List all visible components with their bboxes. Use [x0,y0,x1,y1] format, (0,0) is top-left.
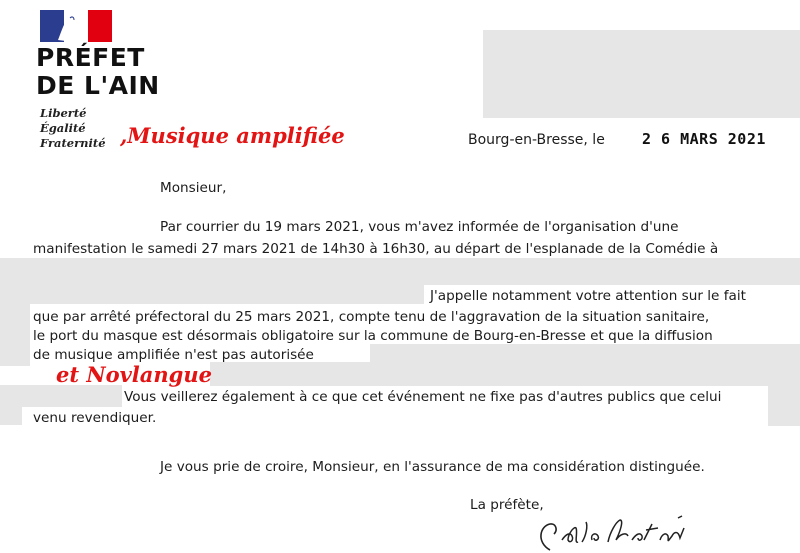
prefecture-title-line2: DE L'AIN [36,71,160,100]
redaction-margin-left-2 [0,405,22,425]
closing-formula: Je vous prie de croire, Monsieur, en l'assurance de ma considération distinguée. [160,459,705,475]
redaction-line-b [0,282,424,304]
body-line-1: Par courrier du 19 mars 2021, vous m'avez informée de l'organisation d'une [160,219,679,235]
body-line-7: Vous veillerez également à ce que cet événement ne fixe pas d'autres publics que celui [124,389,722,405]
body-line-2: manifestation le samedi 27 mars 2021 de 14h30 à 16h30, au départ de l'esplanade de la Comédie à [33,241,719,257]
annotation-novlangue: et Novlangue [56,362,212,387]
redaction-margin-right [768,386,800,426]
body-line-8: venu revendiquer. [33,410,157,426]
body-line-5: le port du masque est désormais obligatoire sur la commune de Bourg-en-Bresse et que la diffusion [33,328,713,344]
redaction-line-a [0,258,800,285]
redaction-recipient [483,30,800,118]
redaction-line-d [210,362,800,386]
annotation-musique-amplifiee: ,Musique amplifiée [120,123,345,148]
prefecture-title-line1: PRÉFET [36,43,145,72]
letter-place: Bourg-en-Bresse, le [468,132,605,148]
body-line-4: que par arrêté préfectoral du 25 mars 2021, compte tenu de l'aggravation de la situation sanitaire, [33,309,710,325]
motto-liberte: Liberté [40,106,87,120]
motto-egalite: Égalité [40,121,86,135]
signatory-label: La préfète, [470,497,544,513]
salutation: Monsieur, [160,180,227,196]
letter-date: 2 6 MARS 2021 [642,130,766,148]
redaction-margin-left [0,304,30,366]
body-line-3: J'appelle notamment votre attention sur le fait [430,288,746,304]
redaction-line-e [0,385,122,407]
handwritten-signature-icon [528,510,728,553]
motto-fraternite: Fraternité [40,136,106,150]
body-line-6: de musique amplifiée n'est pas autorisée [33,347,314,363]
marianne-flag-logo [40,10,112,42]
